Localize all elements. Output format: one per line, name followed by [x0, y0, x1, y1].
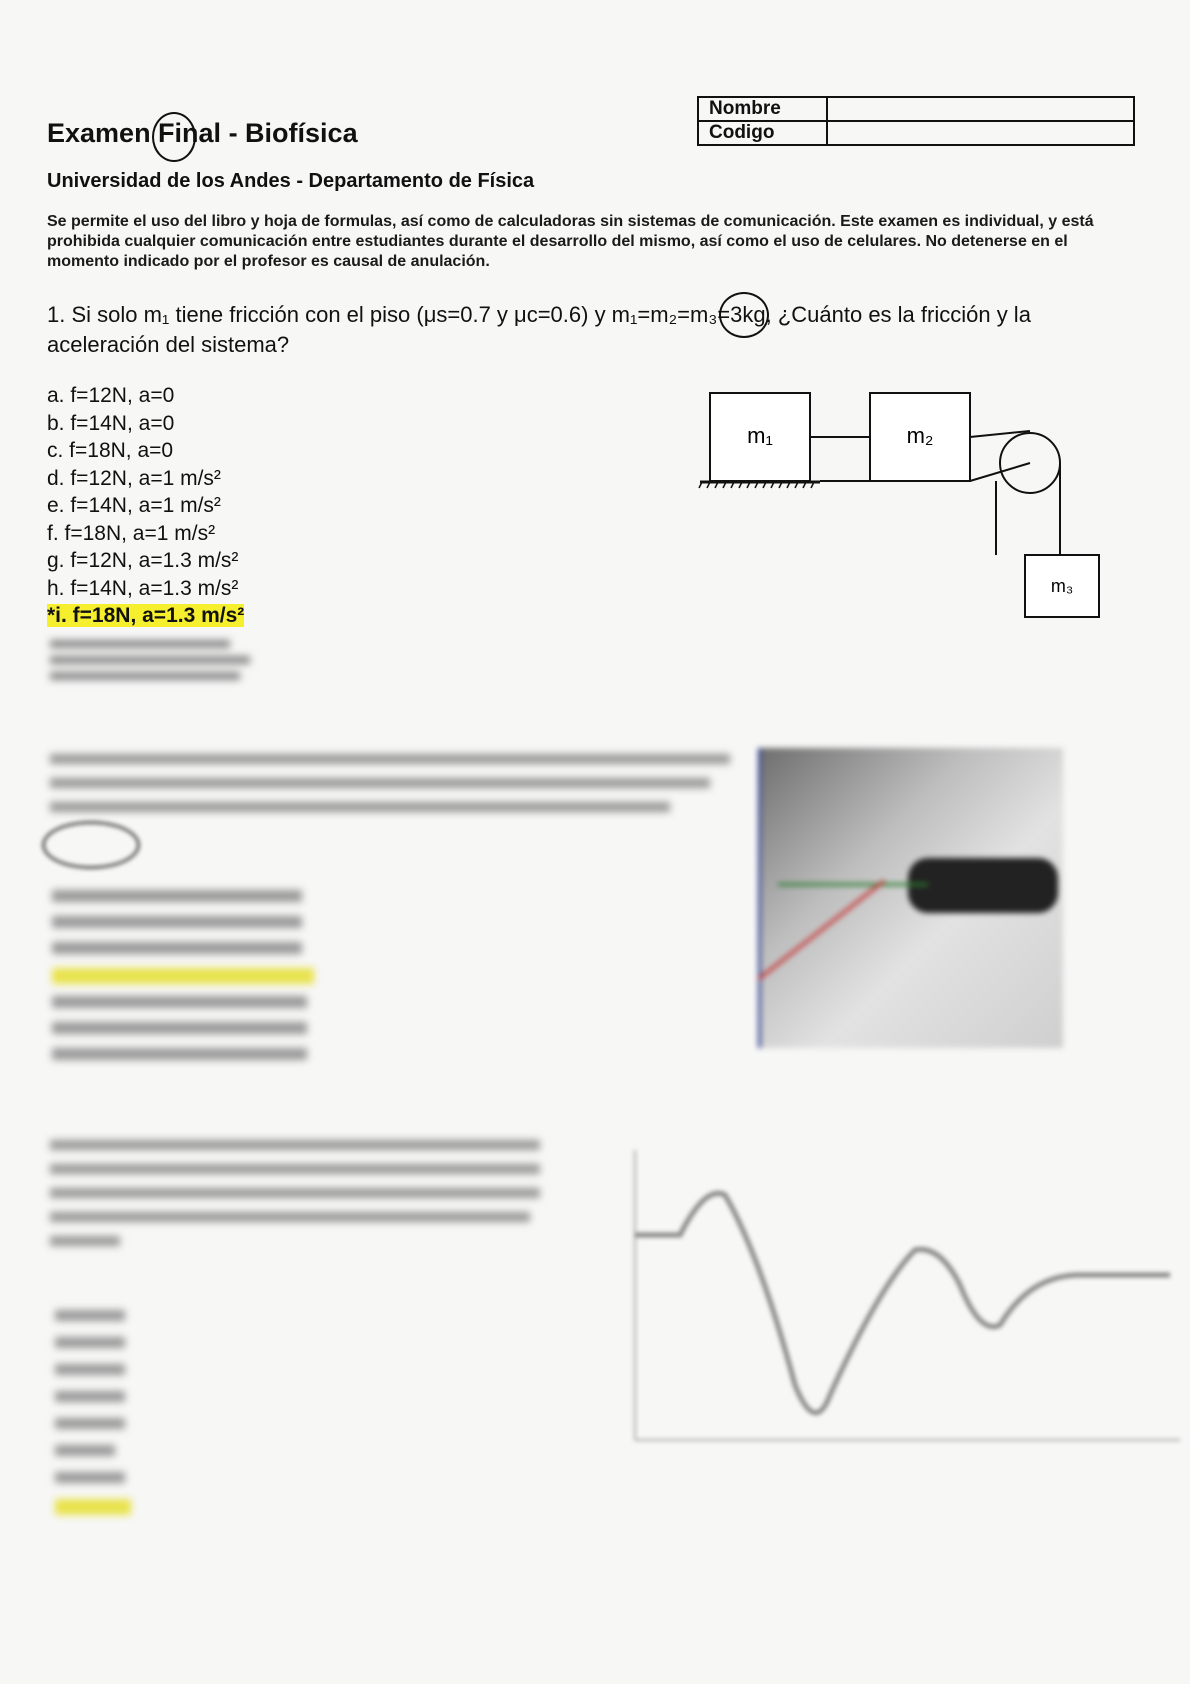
handwritten-circle-mark-3kg	[719, 292, 769, 338]
blurred-options-q2	[52, 880, 322, 1090]
blurred-options-q3	[55, 1300, 145, 1530]
label-m1: m₁	[747, 423, 773, 448]
university-subtitle: Universidad de los Andes - Departamento de Física	[47, 170, 535, 192]
name-field[interactable]	[827, 97, 1134, 121]
blurred-question-3	[50, 1132, 550, 1252]
option-e: e. f=14N, a=1 m/s²	[47, 494, 221, 517]
blurred-options-q1	[50, 632, 260, 712]
option-h: h. f=14N, a=1.3 m/s²	[47, 576, 239, 600]
code-label: Codigo	[698, 121, 827, 145]
handwritten-circle-mark	[152, 112, 196, 162]
name-label: Nombre	[698, 97, 827, 121]
student-id-box	[697, 96, 1135, 146]
option-i-highlighted: *i. f=18N, a=1.3 m/s²	[47, 604, 245, 627]
pulley-diagram	[690, 385, 1110, 625]
blurred-energy-graph	[580, 1135, 1190, 1480]
option-c: c. f=18N, a=0	[47, 439, 174, 462]
label-m3: m₃	[1050, 576, 1074, 596]
exam-instructions: Se permite el uso del libro y hoja de formulas, así como de calculadoras sin sistemas de comunicación. Este examen es individual, y está prohibida cualquier comunicación entre estudiantes durante el desarrollo del mismo, así como el uso de celulares. No detenerse en el momento indicado por el profesor es causal de anulación.	[47, 213, 1094, 270]
option-b: b. f=14N, a=0	[47, 411, 175, 435]
option-f: f. f=18N, a=1 m/s²	[47, 521, 216, 545]
option-a: a. f=12N, a=0	[47, 384, 175, 407]
exam-title: Examen Final - Biofísica	[47, 118, 358, 148]
label-m2: m₂	[906, 423, 934, 448]
question-1-text: 1. Si solo m₁ tiene fricción con el piso (μs=0.7 y μc=0.6) y m₁=m₂=m₃=3kg, ¿Cuánto es la fricción y la aceleración del sistema?	[47, 302, 1031, 357]
question-1-options	[47, 382, 244, 630]
graph-curve	[635, 1193, 1170, 1412]
option-d: d. f=12N, a=1 m/s²	[47, 466, 221, 490]
handwritten-ellipse-mark	[42, 821, 140, 869]
code-field[interactable]	[827, 121, 1134, 145]
option-g: g. f=12N, a=1.3 m/s²	[47, 549, 239, 572]
blurred-photo-q2	[758, 748, 1063, 1048]
blurred-question-2	[50, 748, 740, 818]
